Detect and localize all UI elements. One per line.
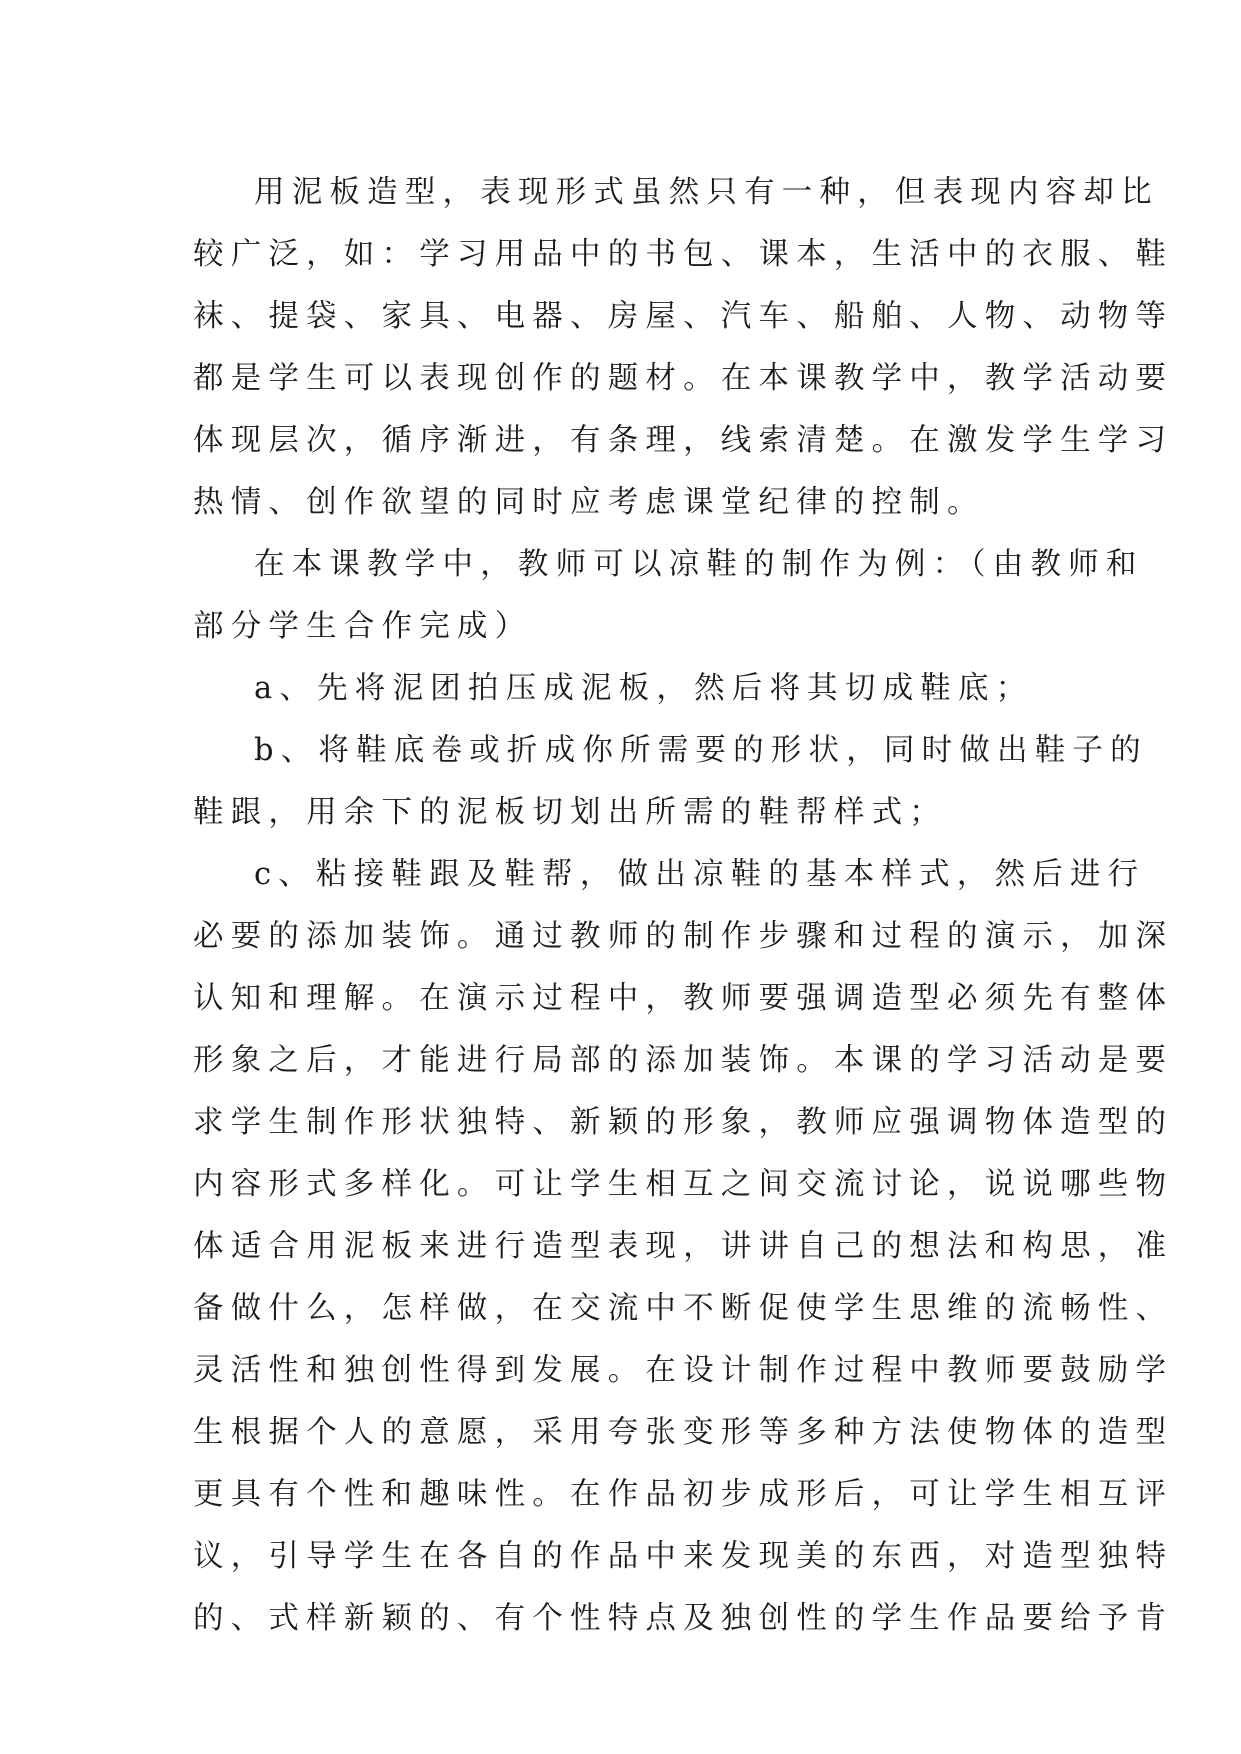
paragraph-line: 求学生制作形状独特、新颖的形象，教师应强调物体造型的 (193, 1105, 1174, 1140)
step-c-line: c、粘接鞋跟及鞋帮，做出凉鞋的基本样式，然后进行 (254, 857, 1146, 892)
document-body (193, 162, 1174, 1650)
paragraph-line: 形象之后，才能进行局部的添加装饰。本课的学习活动是要 (193, 1043, 1174, 1078)
paragraph-line: 在本课教学中，教师可以凉鞋的制作为例：（由教师和 (254, 547, 1144, 582)
paragraph-line: 认知和理解。在演示过程中，教师要强调造型必须先有整体 (193, 981, 1174, 1016)
paragraph-line: 的、式样新颖的、有个性特点及独创性的学生作品要给予肯 (193, 1601, 1174, 1636)
paragraph-line: 热情、创作欲望的同时应考虑课堂纪律的控制。 (193, 485, 985, 520)
paragraph-line: 体适合用泥板来进行造型表现，讲讲自己的想法和构思，准 (193, 1229, 1174, 1264)
paragraph-line: 袜、提袋、家具、电器、房屋、汽车、船舶、人物、动物等 (193, 299, 1174, 334)
paragraph-line: 议，引导学生在各自的作品中来发现美的东西，对造型独特 (193, 1539, 1174, 1574)
paragraph-line: 更具有个性和趣味性。在作品初步成形后，可让学生相互评 (193, 1477, 1174, 1512)
paragraph-line: 灵活性和独创性得到发展。在设计制作过程中教师要鼓励学 (193, 1353, 1174, 1388)
paragraph-line: 生根据个人的意愿，采用夸张变形等多种方法使物体的造型 (193, 1415, 1174, 1450)
paragraph-line: 必要的添加装饰。通过教师的制作步骤和过程的演示，加深 (193, 919, 1174, 954)
paragraph-line: 备做什么，怎样做，在交流中不断促使学生思维的流畅性、 (193, 1291, 1174, 1326)
paragraph-line: 较广泛，如：学习用品中的书包、课本，生活中的衣服、鞋 (193, 237, 1174, 272)
paragraph-line: 鞋跟，用余下的泥板切划出所需的鞋帮样式； (193, 795, 947, 830)
paragraph-line: 体现层次，循序渐进，有条理，线索清楚。在激发学生学习 (193, 423, 1174, 458)
paragraph-line: 部分学生合作完成） (193, 609, 533, 644)
paragraph-line: 都是学生可以表现创作的题材。在本课教学中，教学活动要 (193, 361, 1174, 396)
paragraph-line: 用泥板造型，表现形式虽然只有一种，但表现内容却比 (254, 175, 1159, 210)
step-b-line: b、将鞋底卷或折成你所需要的形状，同时做出鞋子的 (254, 733, 1148, 768)
step-a-line: a、先将泥团拍压成泥板，然后将其切成鞋底； (254, 671, 1034, 706)
paragraph-line: 内容形式多样化。可让学生相互之间交流讨论，说说哪些物 (193, 1167, 1174, 1202)
